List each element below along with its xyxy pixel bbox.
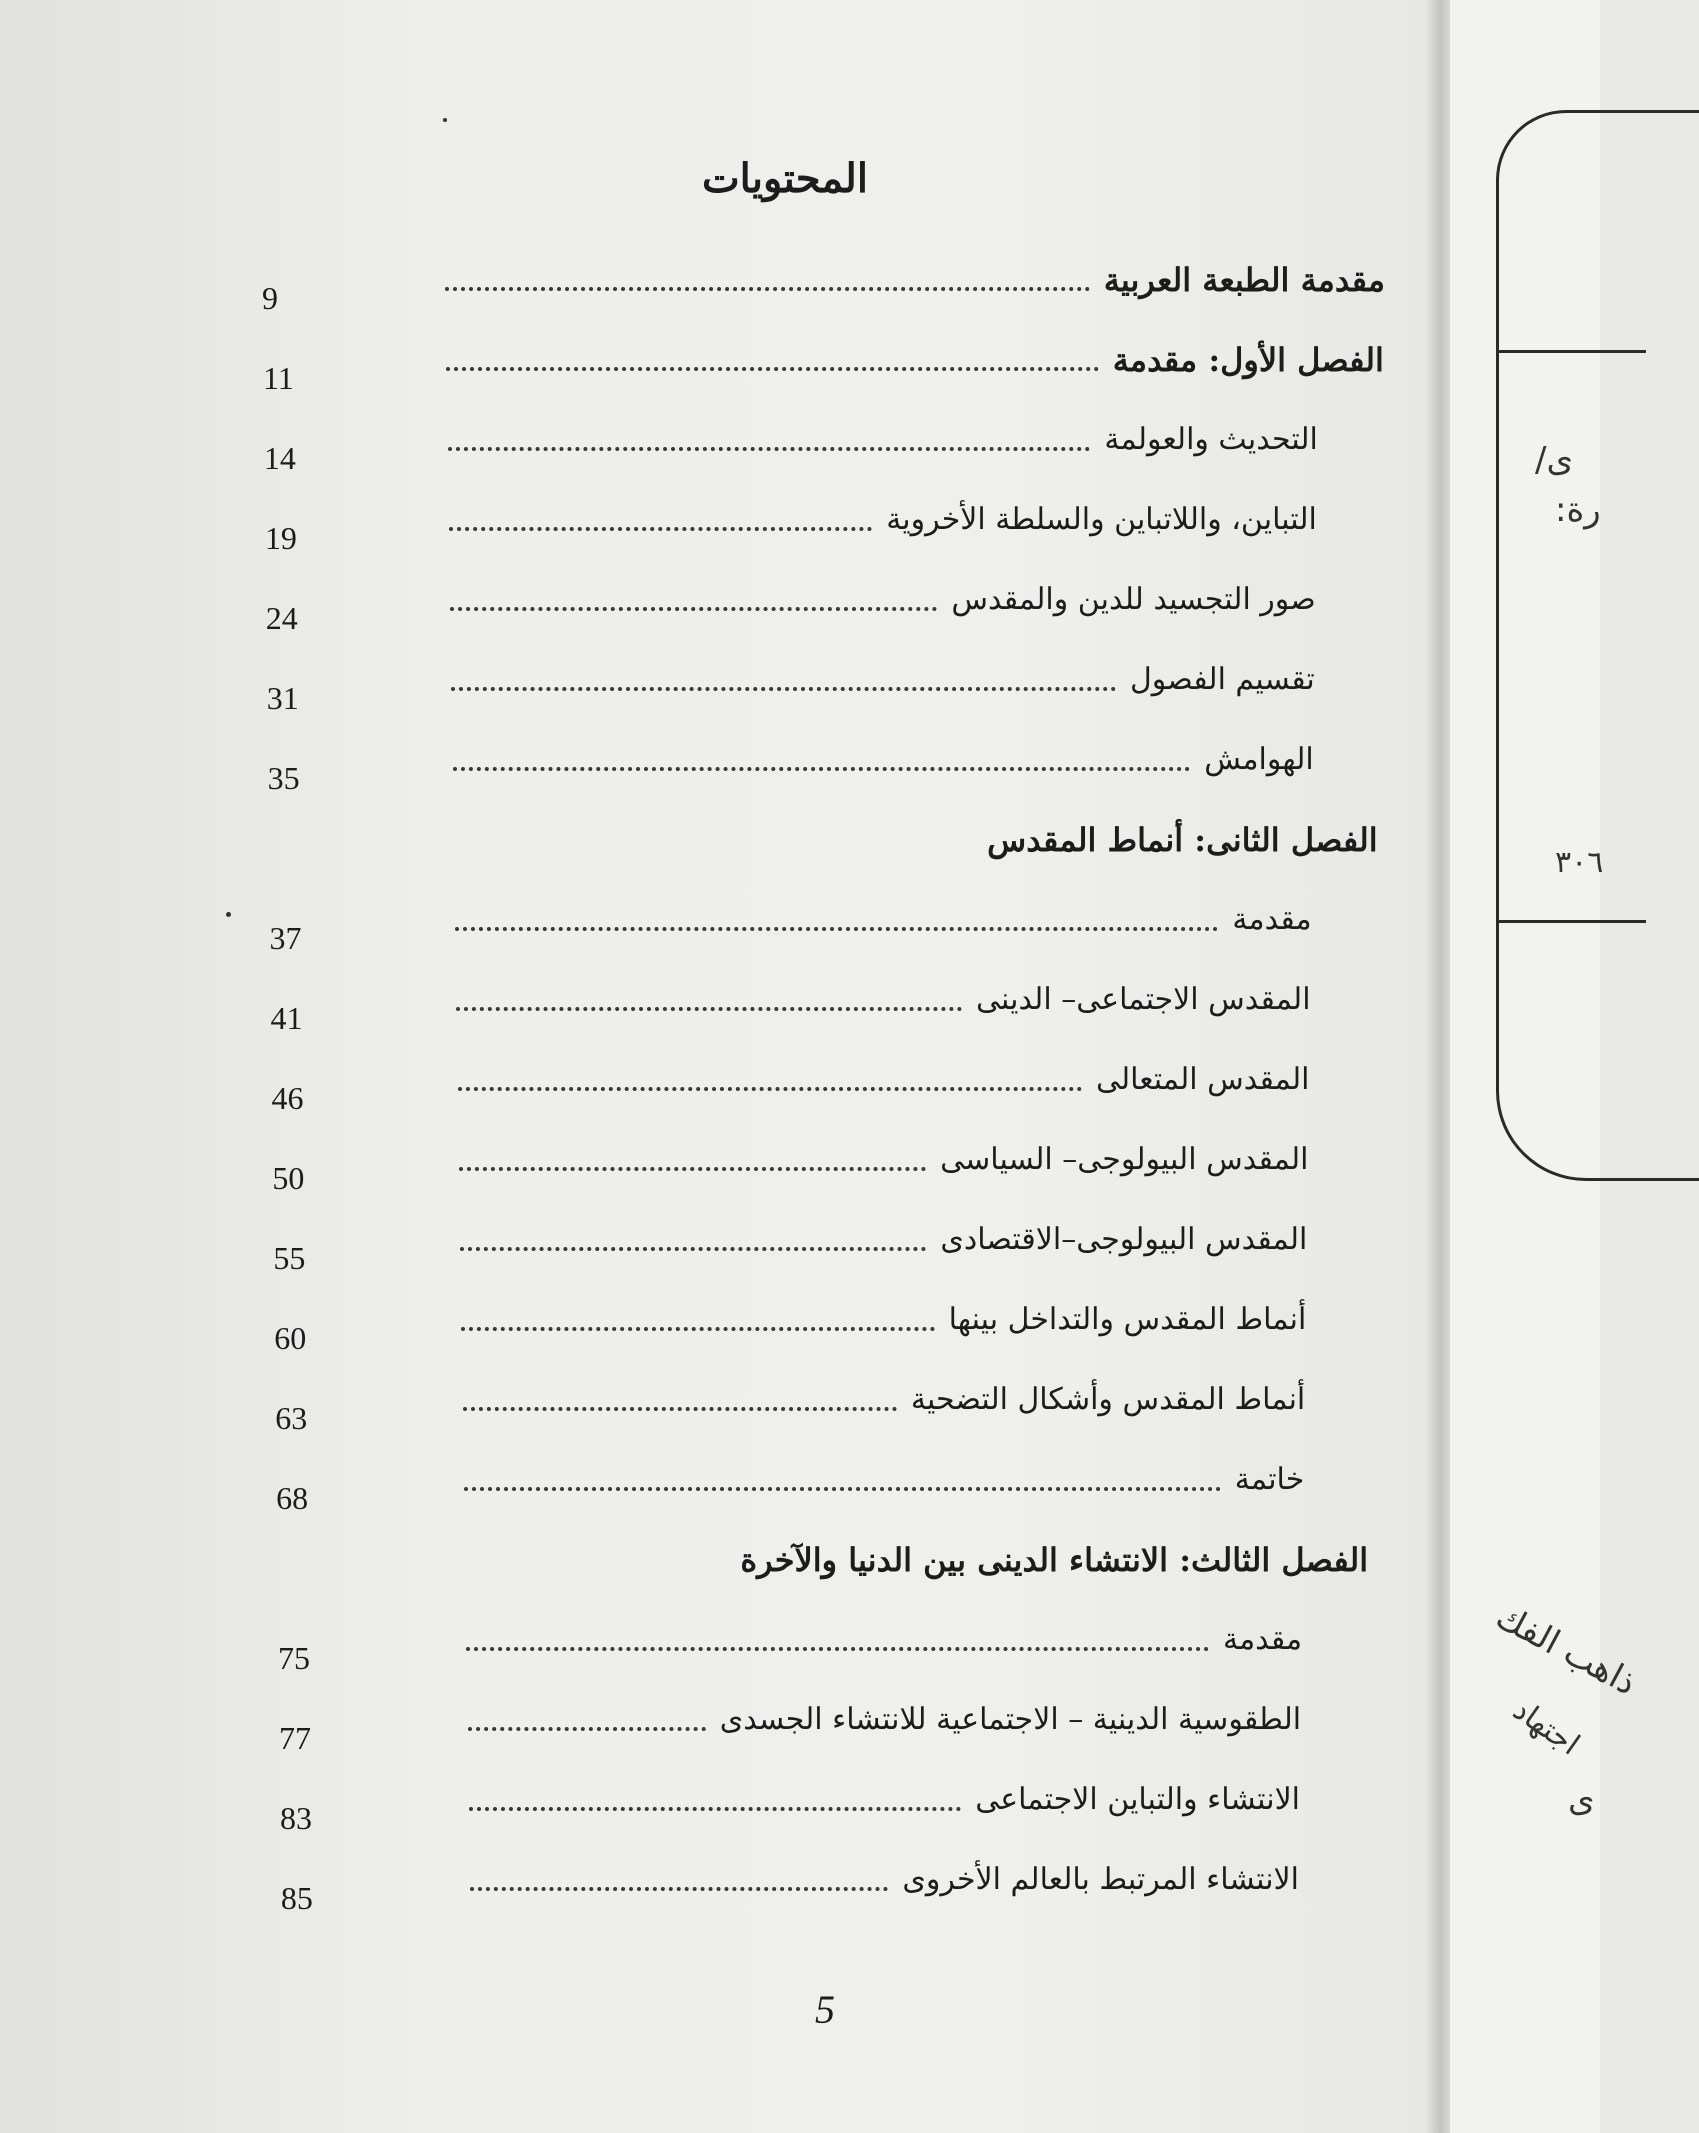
toc-entry-label [720, 1690, 1301, 1750]
toc-entry-label [975, 1770, 1300, 1830]
toc-entry-label [1204, 730, 1313, 790]
toc-entry-label [1113, 330, 1384, 390]
dot-leader [470, 1887, 888, 1891]
dot-leader [460, 1247, 926, 1251]
toc-entry-label [1104, 250, 1385, 310]
dot-leader [445, 287, 1090, 291]
toc-heading [257, 810, 1377, 870]
print-speck [226, 912, 231, 917]
page-number-ref: 85 [280, 1880, 313, 1916]
page-number-ref: 63 [275, 1400, 308, 1436]
toc-entry [254, 570, 1316, 636]
section-title-text: المقدس الاجتماعى– الدينى [976, 982, 1311, 1017]
page-number-ref: 68 [276, 1480, 309, 1516]
toc-entry [265, 1370, 1306, 1436]
page-number-ref: 11 [262, 360, 294, 396]
toc-entry-label [886, 490, 1317, 550]
facing-page [1450, 0, 1643, 2133]
section-title-text: التباين، واللاتباين والسلطة الأخروية [886, 502, 1317, 537]
page-number-ref: 83 [279, 1800, 312, 1836]
dot-leader [446, 367, 1099, 371]
section-title-text: المقدس البيولوجى– السياسى [940, 1142, 1309, 1177]
toc-entry [253, 490, 1317, 556]
toc-heading [250, 250, 1385, 316]
toc-entry [271, 1850, 1299, 1916]
toc-entry-label [1235, 1450, 1304, 1510]
section-title-text: أنماط المقدس وأشكال التضحية [910, 1382, 1306, 1417]
toc-entry [266, 1450, 1305, 1516]
toc-entry-label [976, 970, 1311, 1030]
facing-page-fragment: ذاهب الفك [1489, 1596, 1643, 1704]
dot-leader [464, 1487, 1221, 1491]
facing-page-fragment: رة: [1555, 490, 1601, 530]
toc-entry-label [940, 1130, 1308, 1190]
section-title-text: المقدس البيولوجى–الاقتصادى [940, 1222, 1308, 1257]
page-number-ref: 9 [262, 280, 278, 316]
toc-entry-label [987, 810, 1378, 870]
toc-entry-label [1096, 1050, 1310, 1110]
chapter-heading-text: الفصل الأول: [1208, 341, 1384, 379]
toc-entry-label [949, 1290, 1307, 1350]
page-number-ref: 14 [263, 440, 296, 476]
toc-entry [262, 1130, 1309, 1196]
dot-leader [468, 1727, 706, 1731]
chapter-heading-text: الفصل الثانى: أنماط المقدس [987, 821, 1378, 859]
print-speck [443, 118, 447, 122]
dot-leader [455, 927, 1218, 931]
toc-entry [255, 650, 1315, 716]
dot-leader [453, 767, 1191, 771]
toc-entry [261, 1050, 1310, 1116]
facing-page-rule [1496, 920, 1646, 923]
toc-entry [258, 890, 1312, 956]
page-number-ref: 75 [278, 1640, 311, 1676]
page-number-ref: 35 [267, 760, 300, 796]
section-title-text: التحديث والعولمة [1104, 422, 1318, 457]
toc-heading [267, 1530, 1368, 1590]
toc-entry-label [902, 1850, 1299, 1910]
page-number: 5 [815, 1987, 835, 2032]
toc-entry-label [1130, 650, 1315, 710]
toc-entry [256, 730, 1314, 796]
page-number-ref: 46 [271, 1080, 304, 1116]
dot-leader [458, 1087, 1082, 1091]
page-number-ref: 60 [274, 1320, 307, 1356]
facing-page-fragment: ى/ [1535, 440, 1574, 480]
section-title-text: مقدمة [1222, 1622, 1303, 1657]
section-title-text: مقدمة [1232, 902, 1312, 937]
facing-page-fragment: ٣٠٦ [1555, 845, 1604, 880]
section-title-text: الانتشاء والتباين الاجتماعى [975, 1782, 1301, 1817]
page-number-ref: 50 [272, 1160, 305, 1196]
page-title: المحتويات [702, 155, 868, 202]
section-title-text: الانتشاء المرتبط بالعالم الأخروى [902, 1862, 1299, 1897]
section-title-text: خاتمة [1234, 1462, 1305, 1497]
toc-entry [268, 1610, 1303, 1676]
toc-entry-label [940, 1210, 1307, 1270]
section-title-text: أنماط المقدس والتداخل بينها [948, 1302, 1307, 1337]
dot-leader [459, 1167, 926, 1171]
dot-leader [451, 687, 1116, 691]
section-title-text: الهوامش [1204, 742, 1314, 777]
toc-entry-label [740, 1530, 1368, 1590]
toc-entry-label [1223, 1610, 1302, 1670]
page-number-ref: 37 [269, 920, 302, 956]
section-title-text: المقدس المتعالى [1095, 1062, 1310, 1097]
toc-entry-label [1232, 890, 1311, 950]
toc-heading [251, 330, 1384, 396]
page-number-ref: 31 [266, 680, 299, 716]
page-number-ref: 77 [279, 1720, 311, 1756]
section-title-text: تقسيم الفصول [1129, 662, 1315, 697]
facing-page-rule [1496, 350, 1646, 353]
facing-page-frame [1496, 110, 1699, 1181]
toc-entry [259, 970, 1311, 1036]
dot-leader [463, 1407, 897, 1411]
section-title-text: مقدمة [1112, 341, 1209, 379]
toc-entry-label [951, 570, 1315, 630]
dot-leader [456, 1007, 962, 1011]
facing-page-fragment: ى [1568, 1780, 1595, 1820]
dot-leader [466, 1647, 1209, 1651]
facing-page-fragment: اجتهاد [1506, 1692, 1586, 1763]
page-number-ref: 41 [270, 1000, 303, 1036]
toc-entry [263, 1210, 1308, 1276]
page-number-ref: 55 [273, 1240, 306, 1276]
toc-entry-label [1104, 410, 1318, 470]
page-number-ref: 24 [265, 600, 298, 636]
toc-entry [270, 1770, 1301, 1836]
chapter-heading-text: مقدمة الطبعة العربية [1103, 261, 1385, 299]
page-number-ref: 19 [264, 520, 297, 556]
toc-entry [264, 1290, 1307, 1356]
dot-leader [450, 607, 937, 611]
toc-entry-label [911, 1370, 1305, 1430]
toc-entry [252, 410, 1318, 476]
dot-leader [469, 1807, 961, 1811]
dot-leader [448, 447, 1091, 451]
toc-entry [269, 1690, 1302, 1756]
dot-leader [449, 527, 872, 531]
section-title-text: صور التجسيد للدين والمقدس [951, 582, 1316, 617]
section-title-text: الطقوسية الدينية – الاجتماعية للانتشاء الجسدى [719, 1702, 1302, 1737]
dot-leader [461, 1327, 934, 1331]
chapter-heading-text: الفصل الثالث: الانتشاء الدينى بين الدنيا والآخرة [740, 1541, 1369, 1579]
